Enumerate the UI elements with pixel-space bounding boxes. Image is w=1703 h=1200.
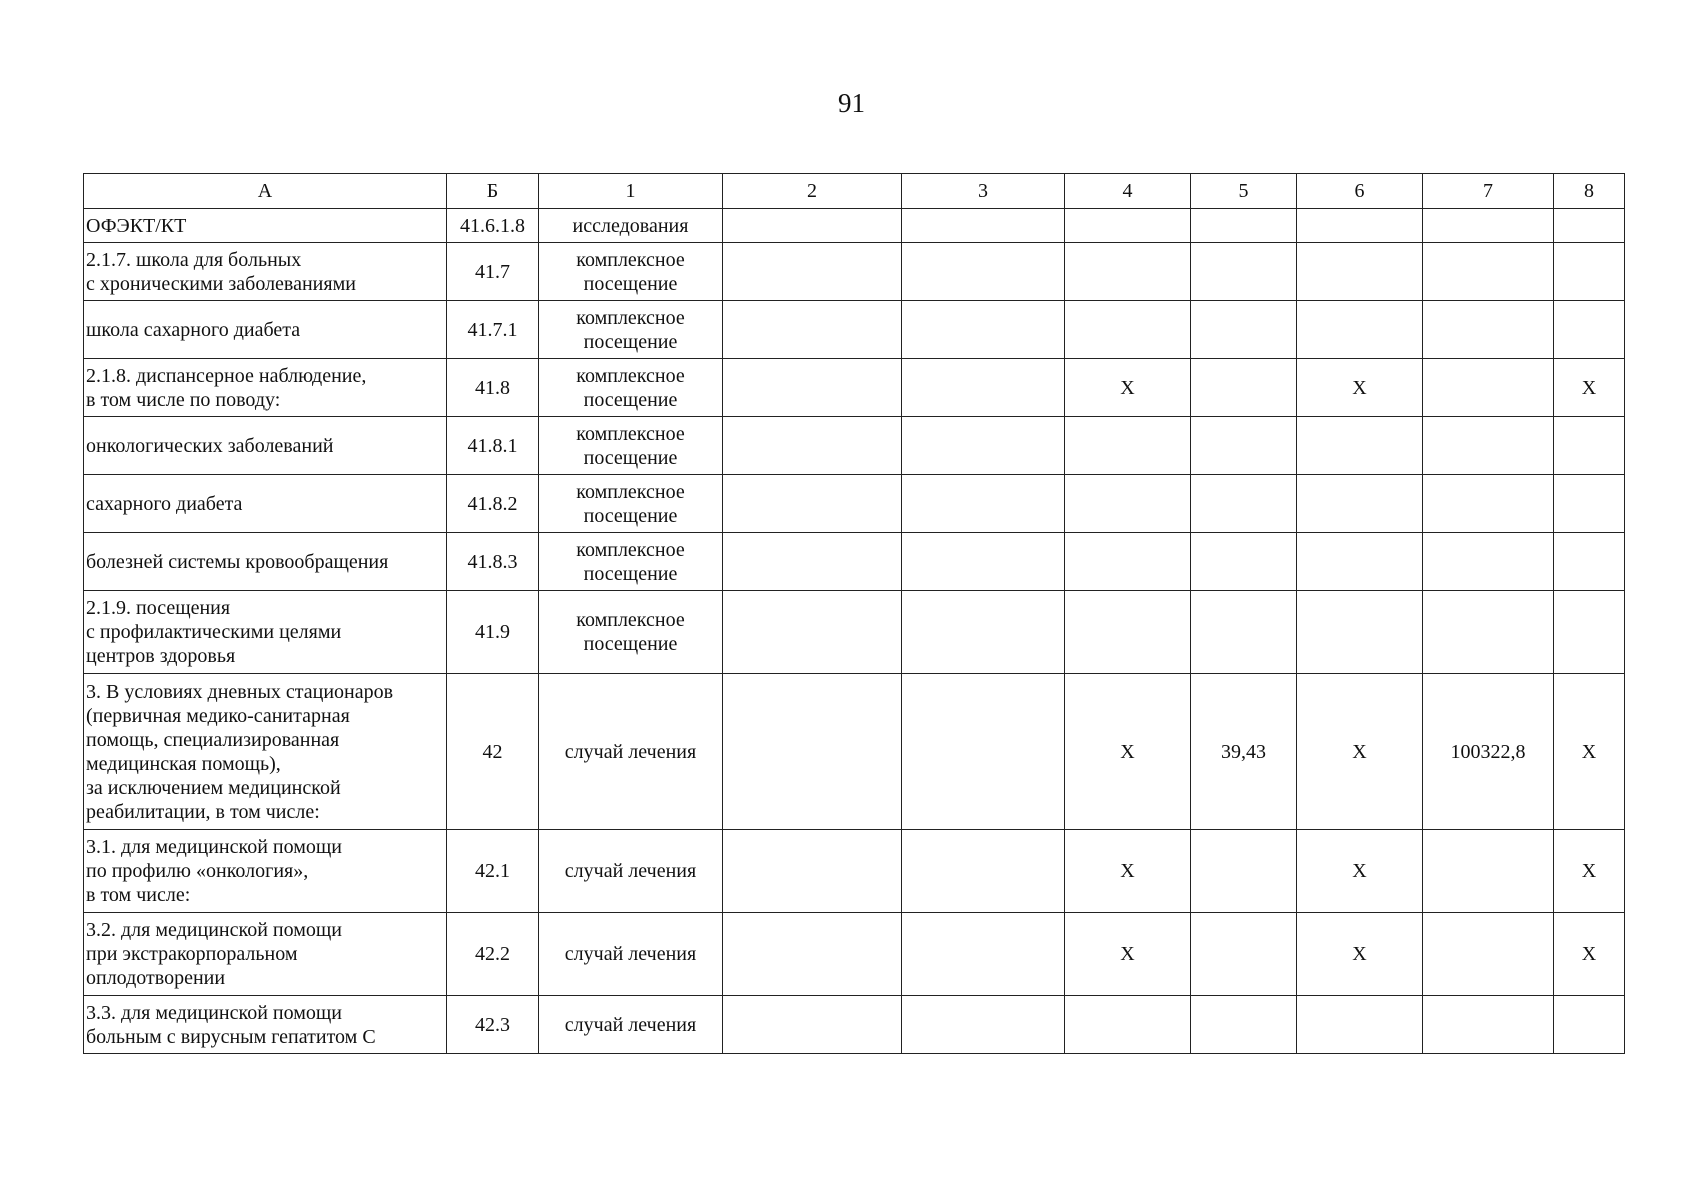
value-cell: X [1297,674,1423,830]
row-label [84,209,447,243]
unit-cell [539,996,723,1054]
value-cell [902,209,1065,243]
unit-cell-line: посещение [583,330,678,353]
value-cell [1554,301,1625,359]
table-row [84,209,1625,243]
unit-cell [539,209,723,243]
value-cell [902,996,1065,1054]
value-cell [902,830,1065,913]
row-label-line: с профилактическими целями [86,621,342,643]
row-label-line: ОФЭКТ/КТ [86,214,187,237]
unit-cell-line: случай лечения [564,1013,697,1036]
row-label-line: онкологических заболеваний [86,434,334,457]
column-header: 1 [539,174,723,209]
unit-cell-line: случай лечения [564,943,697,965]
value-cell [1191,591,1297,674]
value-cell [902,243,1065,301]
row-label-line: медицинская помощь), [86,752,281,775]
unit-cell [539,475,723,533]
value-cell [1191,209,1297,243]
value-cell [1191,913,1297,996]
row-label [84,243,447,301]
value-cell [723,417,902,475]
value-cell [723,359,902,417]
row-label-line: 2.1.7. школа для больных [86,248,302,271]
value-cell [723,243,902,301]
value-cell [723,475,902,533]
row-label-line: помощь, специализированная [86,728,340,751]
value-cell [902,591,1065,674]
value-cell [1423,830,1554,913]
table-row [84,417,1625,475]
value-cell [1191,475,1297,533]
table-row [84,243,1625,301]
value-cell [1423,359,1554,417]
table-row [84,913,1625,996]
value-cell [1297,475,1423,533]
value-cell: X [1297,913,1423,996]
value-cell [723,591,902,674]
value-cell: X [1297,359,1423,417]
row-label [84,591,447,674]
row-code: 42 [447,674,539,830]
unit-cell [539,674,723,830]
value-cell [1554,209,1625,243]
row-label-line: за исключением медицинской [86,776,341,799]
row-code: 41.6.1.8 [447,209,539,243]
value-cell [1065,475,1191,533]
value-cell: X [1554,830,1625,913]
row-code: 41.9 [447,591,539,674]
value-cell [1065,243,1191,301]
row-code: 42.3 [447,996,539,1054]
value-cell [723,301,902,359]
value-cell [1554,417,1625,475]
value-cell [723,830,902,913]
value-cell [1554,996,1625,1054]
value-cell [902,674,1065,830]
table-row [84,475,1625,533]
row-label-line: 2.1.9. посещения [86,597,231,619]
value-cell [1423,417,1554,475]
value-cell [1191,243,1297,301]
row-label-line: при экстракорпоральном [86,943,298,965]
column-header: 7 [1423,174,1554,209]
row-label [84,301,447,359]
value-cell [902,913,1065,996]
value-cell [1191,417,1297,475]
unit-cell [539,533,723,591]
value-cell [902,533,1065,591]
unit-cell-line: комплексное [576,364,685,387]
unit-cell-line: случай лечения [564,740,697,763]
row-label-line: в том числе по поводу: [86,388,281,411]
value-cell [1423,475,1554,533]
row-label-line: в том числе: [86,884,191,906]
value-cell [1191,996,1297,1054]
row-label-line: (первичная медико-санитарная [86,704,350,727]
value-cell [1423,533,1554,591]
unit-cell-line: комплексное [576,609,685,631]
unit-cell [539,417,723,475]
value-cell [1297,243,1423,301]
value-cell [1423,996,1554,1054]
table-row [84,674,1625,830]
row-label-line: 2.1.8. диспансерное наблюдение, [86,364,367,387]
table-row [84,301,1625,359]
page-number: 91 [838,88,865,118]
row-code: 42.1 [447,830,539,913]
value-cell [1554,475,1625,533]
unit-cell [539,913,723,996]
row-code: 41.7.1 [447,301,539,359]
data-table [83,173,1625,1054]
value-cell [1554,591,1625,674]
value-cell: X [1554,359,1625,417]
value-cell [1191,533,1297,591]
unit-cell-line: случай лечения [564,860,697,882]
row-code: 41.8.3 [447,533,539,591]
value-cell: X [1297,830,1423,913]
value-cell [723,913,902,996]
unit-cell-line: комплексное [576,248,685,271]
unit-cell [539,359,723,417]
value-cell [1423,209,1554,243]
value-cell [1065,996,1191,1054]
value-cell [1191,301,1297,359]
table-row [84,830,1625,913]
row-label [84,359,447,417]
column-header: 5 [1191,174,1297,209]
value-cell: X [1065,359,1191,417]
row-label-line: 3.3. для медицинской помощи [86,1001,342,1024]
column-header: 3 [902,174,1065,209]
value-cell [1554,533,1625,591]
value-cell [1191,830,1297,913]
row-code: 41.7 [447,243,539,301]
table-row [84,996,1625,1054]
value-cell [902,475,1065,533]
value-cell: 100322,8 [1423,674,1554,830]
value-cell [902,359,1065,417]
row-label-line: 3.1. для медицинской помощи [86,836,342,858]
value-cell [1297,591,1423,674]
value-cell [1065,209,1191,243]
row-label-line: 3. В условиях дневных стационаров [86,680,394,703]
row-label [84,830,447,913]
value-cell [1297,533,1423,591]
value-cell [1065,417,1191,475]
header-row [84,174,1625,209]
row-label [84,475,447,533]
value-cell [1297,417,1423,475]
row-label-line: болезней системы кровообращения [86,550,389,573]
value-cell [1297,301,1423,359]
unit-cell-line: комплексное [576,480,685,503]
value-cell [1423,591,1554,674]
unit-cell [539,591,723,674]
value-cell: X [1065,913,1191,996]
unit-cell-line: комплексное [576,422,685,445]
value-cell [723,996,902,1054]
row-label [84,417,447,475]
value-cell [1065,301,1191,359]
value-cell [902,417,1065,475]
value-cell [1297,996,1423,1054]
unit-cell-line: комплексное [576,538,685,561]
unit-cell-line: посещение [583,446,678,469]
column-header: 8 [1554,174,1625,209]
column-header: Б [447,174,539,209]
row-code: 42.2 [447,913,539,996]
row-label-line: школа сахарного диабета [86,318,301,341]
row-label-line: 3.2. для медицинской помощи [86,919,342,941]
value-cell [1554,243,1625,301]
unit-cell-line: посещение [583,504,678,527]
value-cell: 39,43 [1191,674,1297,830]
column-header: А [84,174,447,209]
table-body [84,209,1625,1054]
row-label-line: больным с вирусным гепатитом С [86,1025,376,1048]
row-label [84,913,447,996]
unit-cell [539,243,723,301]
unit-cell-line: посещение [583,388,678,411]
row-label-line: сахарного диабета [86,492,243,515]
column-header: 2 [723,174,902,209]
row-label [84,674,447,830]
row-label [84,996,447,1054]
value-cell [1423,301,1554,359]
value-cell: X [1065,674,1191,830]
unit-cell-line: исследования [572,214,689,237]
row-label [84,533,447,591]
unit-cell-line: посещение [583,562,678,585]
value-cell [723,674,902,830]
column-header: 6 [1297,174,1423,209]
value-cell [723,533,902,591]
unit-cell-line: комплексное [576,306,685,329]
row-label-line: центров здоровья [86,645,236,667]
row-label-line: оплодотворении [86,967,226,989]
unit-cell-line: посещение [583,633,678,655]
unit-cell [539,301,723,359]
value-cell [1297,209,1423,243]
row-label-line: реабилитации, в том числе: [86,800,320,823]
value-cell: X [1554,674,1625,830]
table-row [84,359,1625,417]
value-cell [1065,533,1191,591]
row-label-line: с хроническими заболеваниями [86,272,356,295]
row-label-line: по профилю «онкология», [86,860,309,882]
value-cell [1065,591,1191,674]
column-header: 4 [1065,174,1191,209]
value-cell [902,301,1065,359]
value-cell [723,209,902,243]
unit-cell-line: посещение [583,272,678,295]
row-code: 41.8.2 [447,475,539,533]
value-cell [1191,359,1297,417]
row-code: 41.8 [447,359,539,417]
value-cell: X [1554,913,1625,996]
value-cell [1423,243,1554,301]
unit-cell [539,830,723,913]
value-cell [1423,913,1554,996]
value-cell: X [1065,830,1191,913]
row-code: 41.8.1 [447,417,539,475]
table-row [84,533,1625,591]
table-row [84,591,1625,674]
